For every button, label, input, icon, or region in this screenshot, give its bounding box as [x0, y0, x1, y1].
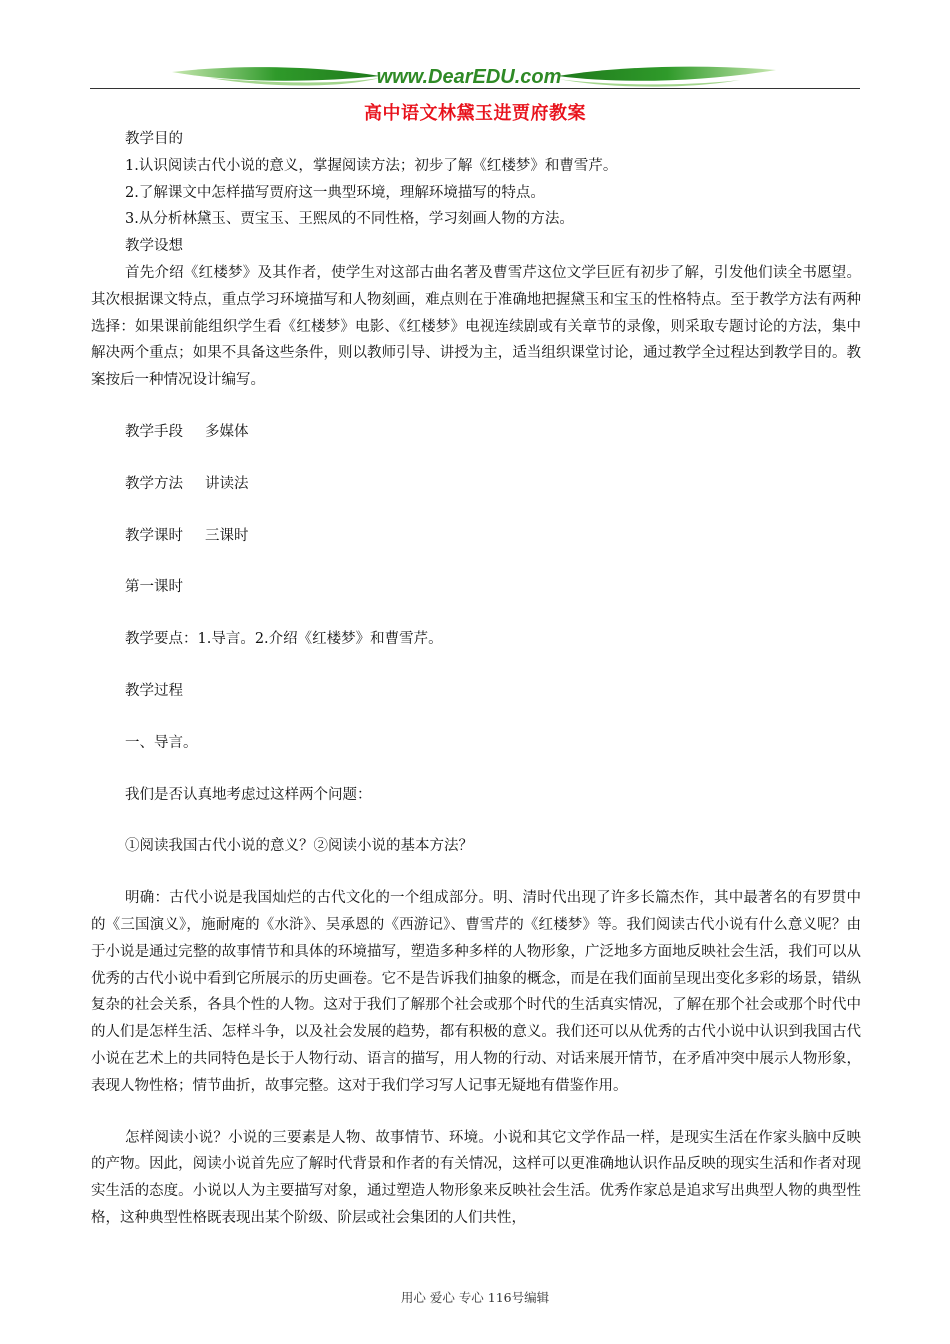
teaching-method [91, 471, 861, 498]
header-rule [90, 88, 860, 89]
goal-item-3: 3.从分析林黛玉、贾宝玉、王熙凤的不同性格，学习刻画人物的方法。 [125, 211, 574, 228]
teaching-hours [91, 523, 861, 550]
document-title: 高中语文林黛玉进贾府教案 [364, 103, 586, 124]
teaching-means-label: 教学手段 [125, 423, 183, 440]
goal-item-1: 1.认识阅读古代小说的意义，掌握阅读方法；初步了解《红楼梦》和曹雪芹。 [125, 157, 618, 174]
clarify-paragraph: 明确：古代小说是我国灿烂的古代文化的一个组成部分。明、清时代出现了许多长篇杰作，其中最著名的有罗贯中的《三国演义》，施耐庵的《水浒》、吴承恩的《西游记》、曹雪芹的《红楼梦》等。我们阅读古代小说有什么意义呢？由于小说是通过完整的故事情节和具体的环境描写，塑造多种多样的人物形象，广泛地多方面地反映社会生活，我们可以从优秀的古代小说中看到它所展示的历史画卷。它不是告诉我们抽象的概念，而是在我们面前呈现出变化多彩的场景，错纵复杂的社会关系，各具个性的人物。这对于我们了解那个社会或那个时代的生活真实情况，了解在那个社会或那个时代中的人们是怎样生活、怎样斗争，以及社会发展的趋势，都有积极的意义。我们还可以从优秀的古代小说中认识到我国古代小说在艺术上的共同特色是长于人物行动、语言的描写，用人物的行动、对话来展开情节，在矛盾冲突中展示人物形象，表现人物性格；情节曲折，故事完整。这对于我们学习写人记事无疑地有借鉴作用。 [91, 890, 861, 1094]
teaching-method-value: 讲读法 [205, 475, 249, 492]
dearedu-logo [90, 58, 860, 92]
design-heading: 教学设想 [125, 238, 183, 255]
goal-item-2: 2.了解课文中怎样描写贾府这一典型环境，理解环境描写的特点。 [125, 184, 545, 201]
question-lead: 我们是否认真地考虑过这样两个问题： [125, 786, 372, 803]
teaching-hours-label: 教学课时 [125, 527, 183, 544]
left-leaf-swoosh [172, 67, 380, 81]
page-footer: 用心 爱心 专心 116号编辑 [400, 1290, 550, 1305]
goals-heading: 教学目的 [125, 131, 183, 147]
questions-line: ①阅读我国古代小说的意义？②阅读小说的基本方法？ [125, 838, 473, 855]
teaching-method-label: 教学方法 [125, 475, 183, 492]
design-paragraph: 首先介绍《红楼梦》及其作者，使学生对这部古曲名著及曹雪芹这位文学巨匠有初步了解，引发他们读全书愿望。其次根据课文特点，重点学习环境描写和人物刻画，难点则在于准确地把握黛玉和宝玉的性格特点。至于教学方法有两种选择：如果课前能组织学生看《红楼梦》电影、《红楼梦》电视连续剧或有关章节的录像，则采取专题讨论的方法，集中解决两个重点；如果不具备这些条件，则以教师引导、讲授为主，适当组织课堂讨论，通过教学全过程达到教学目的。教案按后一种情况设计编写。 [91, 264, 861, 389]
teaching-means [91, 419, 861, 446]
howto-paragraph: 怎样阅读小说？小说的三要素是人物、故事情节、环境。小说和其它文学作品一样，是现实生活在作家头脑中反映的产物。因此，阅读小说首先应了解时代背景和作者的有关情况，这样可以更准确地认识作品反映的现实生活和作者对现实生活的态度。小说以人为主要描写对象，通过塑造人物形象来反映社会生活。优秀作家总是追求写出典型人物的典型性格，这种典型性格既表现出某个阶级、阶层或社会集团的人们共性， [91, 1129, 861, 1226]
document-body [91, 126, 861, 1232]
right-leaf-swoosh [558, 67, 776, 81]
intro-heading: 一、导言。 [125, 734, 198, 751]
process-heading: 教学过程 [125, 682, 183, 699]
site-header-banner [90, 58, 860, 92]
teaching-means-value: 多媒体 [205, 423, 249, 440]
lesson-one-heading: 第一课时 [125, 579, 183, 596]
key-points: 教学要点：1.导言。2.介绍《红楼梦》和曹雪芹。 [125, 631, 443, 648]
logo-text: www.DearEDU.com [376, 66, 562, 88]
teaching-hours-value: 三课时 [205, 527, 249, 544]
